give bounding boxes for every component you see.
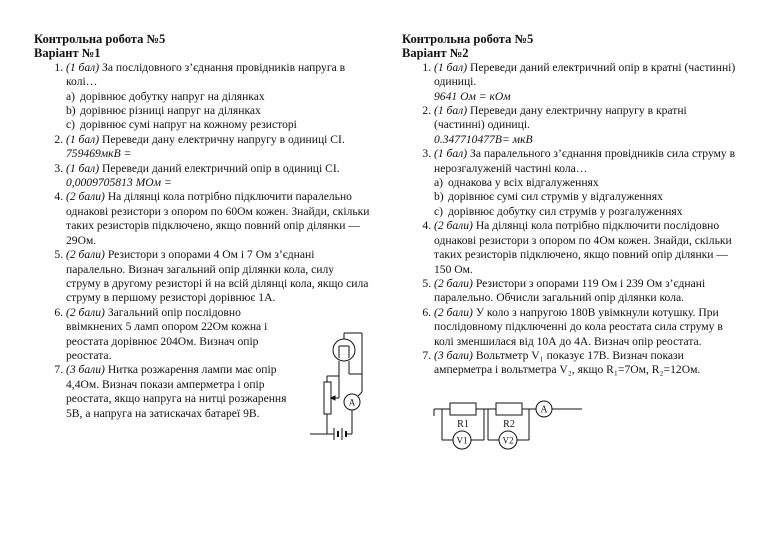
task-5 xyxy=(434,277,736,306)
answer-option-b: b) дорівнює сумі сил струмів у відгалуженнях xyxy=(434,190,663,204)
task-text: Переведи даний електричний опір в кратні (частинні) одиниці. xyxy=(434,60,736,89)
lamp-icon xyxy=(333,339,355,361)
variant-heading: Варіант №1 xyxy=(34,46,101,61)
task-text: Резистори з опорами 4 Ом і 7 Ом з’єднані паралельно. Визнач загальний опір ділянки кола, силу струму в другому резисторі й на всій ділянці кола, якщо сила струму в першому резисторі дорівнює 1А. xyxy=(66,248,369,305)
task-points: (2 бали) xyxy=(66,248,105,262)
variant-heading: Варіант №2 xyxy=(402,46,469,61)
task-text: За паралельного з’єднання провідників сила струму в нерозгалуженій частині кола… xyxy=(434,147,736,175)
task-points: (1 бал) xyxy=(434,60,468,74)
task-points: (2 бали) xyxy=(434,276,473,290)
resistor-r2-icon xyxy=(496,403,522,415)
task-6 xyxy=(434,306,736,349)
ammeter-label: A xyxy=(540,404,548,416)
task-text: Переведи дану електричну напругу в кратні (частинні) одиниці. xyxy=(434,104,687,132)
answer-options xyxy=(434,176,736,219)
task-1 xyxy=(434,61,736,104)
task-points: (3 бали) xyxy=(434,348,473,362)
task-4 xyxy=(434,219,736,277)
task-points: (2 бали) xyxy=(66,305,105,319)
answer-options xyxy=(66,90,370,133)
ammeter-label: A xyxy=(348,397,356,408)
voltmeter-v2-label: V2 xyxy=(502,435,514,446)
task-text: Переведи дану електричну напругу в одиниці СІ. xyxy=(102,132,345,146)
task-text: У коло з напругою 180В увімкнули котушку. При послідовному підключенні до кола реостата сила струму в колі зменшилася від 10А до 4А. Визнач опір реостата. xyxy=(434,305,723,348)
task-1 xyxy=(66,61,370,133)
task-points: (1 бал) xyxy=(434,104,468,118)
task-value: 0,0009705813 МОм = xyxy=(66,176,172,190)
task-text: На ділянці кола потрібно підключити паралельно однакові резистори з опором по 60Ом кожен. Знайди, скільки таких резисторів підключено, якщо повний опір ділянки — 29Ом. xyxy=(66,190,370,247)
task-text: Переведи даний електричний опір в одиниці СІ. xyxy=(102,161,340,175)
answer-option-a: a) однакова у всіх відгалуженнях xyxy=(434,176,599,190)
task-points: (2 бали) xyxy=(434,305,473,319)
task-2 xyxy=(66,133,370,162)
task-value: 759469мкВ = xyxy=(66,147,132,161)
answer-option-a: a) дорівнює добутку напруг на ділянках xyxy=(66,89,265,103)
resistor-r2-label: R2 xyxy=(503,419,515,430)
task-7 xyxy=(434,349,736,378)
task-5 xyxy=(66,248,370,306)
resistor-r1-icon xyxy=(450,403,476,415)
task-points: (1 бал) xyxy=(66,132,100,146)
task-text: Загальний опір послідовно ввімкнених 5 ламп опором 22Ом кожна і реостата дорівнює 204Ом. Визнач опір реостата. xyxy=(66,305,268,362)
task-list xyxy=(402,61,736,378)
task-4 xyxy=(66,190,370,248)
task-points: (1 бал) xyxy=(434,147,468,161)
task-3 xyxy=(66,162,370,191)
task-text: Резистори з опорами 119 Ом і 239 Ом з’єднані паралельно. Обчисли загальний опір ділянки кола. xyxy=(434,276,706,305)
answer-option-c: c) дорівнює сумі напруг на кожному резисторі xyxy=(66,118,297,132)
answer-option-b: b) дорівнює різниці напруг на ділянках xyxy=(66,104,261,118)
task-text: За послідовного з’єднання провідників напруга в колі… xyxy=(66,60,346,89)
task-text: Нитка розжарення лампи має опір 4,4Ом. Визнач покази амперметра і опір реостата, якщо напруга на нитці розжарення 5В, а напруга на затискачах батареї 9В. xyxy=(66,363,287,420)
task-text: На ділянці кола потрібно підключити послідовно однакові резистори з опором по 4Ом кожен. Знайди, скільки таких резисторів підключено, якщо повний опір ділянки — 150 Ом. xyxy=(434,219,732,276)
task-points: (1 бал) xyxy=(66,60,100,74)
task-value: 9641 Ом = кОм xyxy=(434,89,511,103)
lamp-rheostat-circuit-diagram xyxy=(300,330,375,452)
task-value: 0.347710477В= мкВ xyxy=(434,132,533,146)
task-points: (1 бал) xyxy=(66,161,100,175)
test-title: Контрольна робота №5 xyxy=(402,32,534,46)
task-points: (3 бали) xyxy=(66,363,105,377)
series-resistors-circuit-diagram xyxy=(432,398,602,454)
task-3 xyxy=(434,147,736,219)
test-title: Контрольна робота №5 xyxy=(34,32,166,46)
task-points: (2 бали) xyxy=(434,219,473,233)
task-text: Вольтметр V₁ показує 17В. Визнач покази амперметра і вольтметра V₂, якщо R₁=7Ом, R₂=12Ом. xyxy=(434,348,701,377)
voltmeter-v1-label: V1 xyxy=(456,435,468,446)
answer-option-c: c) дорівнює добутку сил струмів у розгалуженнях xyxy=(434,204,683,218)
task-points: (2 бали) xyxy=(66,190,105,204)
variant-2-column xyxy=(402,32,736,378)
task-2 xyxy=(434,104,736,147)
resistor-r1-label: R1 xyxy=(457,419,469,430)
